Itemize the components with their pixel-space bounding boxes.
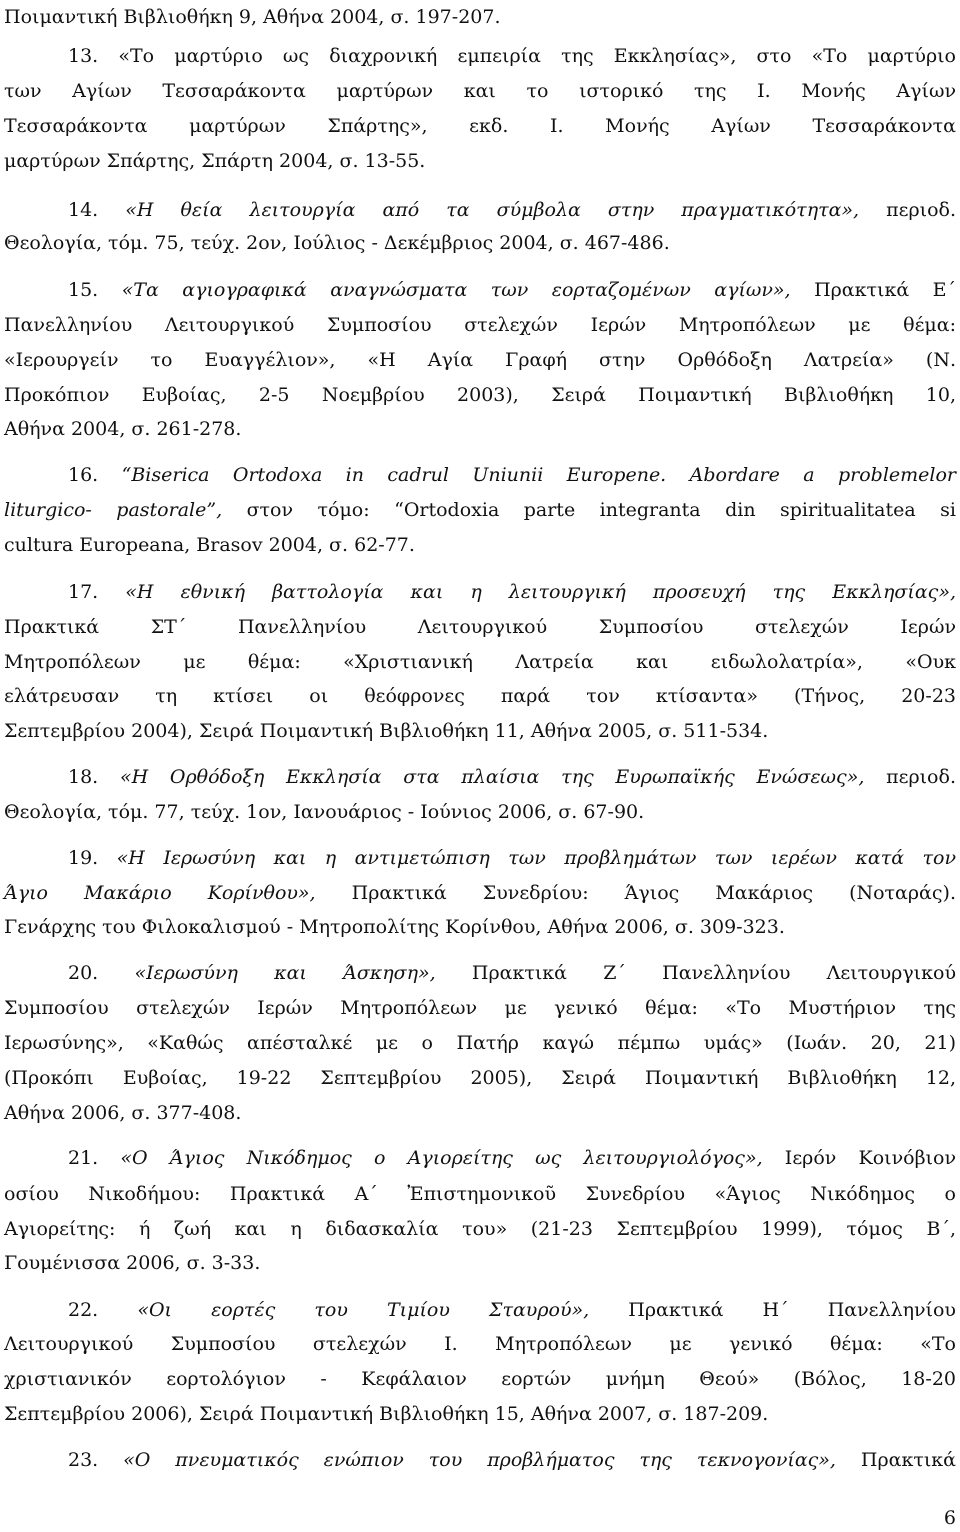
text-run: Θεολογία, τόμ. 77, τεύχ. 1ον, Ιανουάριος - Ιούνιος 2006, σ. 67-90. bbox=[4, 801, 645, 823]
text-line bbox=[68, 843, 956, 873]
text-run: περιοδ. bbox=[859, 199, 956, 221]
text-run: 16. bbox=[68, 464, 122, 486]
text-run: Πρακτικά Ε΄ bbox=[790, 279, 957, 301]
text-run: Μητροπόλεων με θέμα: «Χριστιανική Λατρεία και ειδωλολατρία», «Ουκ bbox=[4, 651, 956, 673]
text-run: Λειτουργικού Συμποσίου στελεχών Ι. Μητροπόλεων με γενικό θέμα: «Το bbox=[4, 1333, 956, 1355]
text-run: στον τόμο: “Ortodoxia parte integranta din spiritualitatea si bbox=[222, 499, 956, 521]
text-run: cultura Europeana, Brasov 2004, σ. 62-77. bbox=[4, 534, 415, 556]
text-run: 20. bbox=[68, 962, 135, 984]
text-line bbox=[4, 76, 956, 106]
text-line bbox=[4, 647, 956, 677]
text-run: Σεπτεμβρίου 2004), Σειρά Ποιμαντική Βιβλιοθήκη 11, Αθήνα 2005, σ. 511-534. bbox=[4, 720, 769, 742]
text-run: 14. bbox=[68, 199, 126, 221]
text-run: 23. bbox=[68, 1449, 124, 1471]
italic-title: Άγιο Μακάριο Κορίνθου», bbox=[4, 882, 316, 904]
text-run: Γενάρχης του Φιλοκαλισμού - Μητροπολίτης Κορίνθου, Αθήνα 2006, σ. 309-323. bbox=[4, 916, 785, 938]
italic-title: «Τα αγιογραφικά αναγνώσματα των εορταζομένων αγίων», bbox=[121, 279, 791, 301]
text-run: οσίου Νικοδήμου: Πρακτικά Α΄ Ἐπιστημονικοῦ Συνεδρίου «Άγιος Νικόδημος ο bbox=[4, 1183, 956, 1205]
text-line bbox=[4, 495, 956, 525]
text-run: Αθήνα 2004, σ. 261-278. bbox=[4, 418, 242, 440]
italic-title: «Ο πνευματικός ενώπιον του προβλήματος της τεκνογονίας», bbox=[123, 1449, 836, 1471]
text-line bbox=[4, 1098, 956, 1128]
italic-title: «Ιερωσύνη και Άσκηση», bbox=[134, 962, 436, 984]
text-line bbox=[4, 1179, 956, 1209]
italic-title: «Η θεία λειτουργία από τα σύμβολα στην πραγματικότητα», bbox=[125, 199, 860, 221]
text-line bbox=[4, 681, 956, 711]
text-run: 21. bbox=[68, 1147, 121, 1169]
text-run: Πρακτικά bbox=[835, 1449, 956, 1471]
text-run: Πανελληνίου Λειτουργικού Συμποσίου στελεχών Ιερών Μητροπόλεων με θέμα: bbox=[4, 314, 956, 336]
text-run: μαρτύρων Σπάρτης, Σπάρτη 2004, σ. 13-55. bbox=[4, 150, 426, 172]
text-run: Πρακτικά ΣΤ΄ Πανελληνίου Λειτουργικού Συμποσίου στελεχών Ιερών bbox=[4, 616, 956, 638]
text-line bbox=[4, 1248, 956, 1278]
text-line bbox=[4, 912, 956, 942]
text-line bbox=[4, 228, 956, 258]
text-line bbox=[4, 111, 956, 141]
text-line bbox=[4, 1028, 956, 1058]
text-run: Αγιορείτης: ή ζωή και η διδασκαλία του» (21-23 Σεπτεμβρίου 1999), τόμος Β΄, bbox=[4, 1218, 956, 1240]
italic-title: “Biserica Ortodoxa in cadrul Uniunii Europene. Abordare a problemelor bbox=[121, 464, 956, 486]
text-line bbox=[68, 41, 956, 71]
text-line bbox=[4, 414, 956, 444]
text-line bbox=[4, 310, 956, 340]
text-run: Συμποσίου στελεχών Ιερών Μητροπόλεων με γενικό θέμα: «Το Μυστήριον της bbox=[4, 997, 956, 1019]
text-line bbox=[4, 612, 956, 642]
text-run: Τεσσαράκοντα μαρτύρων Σπάρτης», εκδ. Ι. Μονής Αγίων Τεσσαράκοντα bbox=[4, 115, 956, 137]
text-run: 13. «Το μαρτύριο ως διαχρονική εμπειρία της Εκκλησίας», στο «Το μαρτύριο bbox=[68, 45, 956, 67]
text-run: 17. bbox=[68, 581, 126, 603]
text-run: Πρακτικά Συνεδρίου: Άγιος Μακάριος (Νοταράς). bbox=[315, 882, 956, 904]
text-line bbox=[68, 275, 956, 305]
text-run: «Ιερουργείν το Ευαγγέλιον», «Η Αγία Γραφή στην Ορθόδοξη Λατρεία» (Ν. bbox=[4, 349, 956, 371]
text-line bbox=[68, 460, 956, 490]
text-line bbox=[4, 1214, 956, 1244]
text-line bbox=[4, 345, 956, 375]
text-line bbox=[4, 797, 956, 827]
text-run: Ιερωσύνης», «Καθώς απέσταλκέ με ο Πατήρ καγώ πέμπω υμάς» (Ιωάν. 20, 21) bbox=[4, 1032, 956, 1054]
text-run: Αθήνα 2006, σ. 377-408. bbox=[4, 1102, 242, 1124]
text-run: 19. bbox=[68, 847, 117, 869]
italic-title: «Η Ιερωσύνη και η αντιμετώπιση των προβλημάτων των ιερέων κατά τον bbox=[116, 847, 956, 869]
text-run: Ποιμαντική Βιβλιοθήκη 9, Αθήνα 2004, σ. 197-207. bbox=[4, 6, 501, 28]
italic-title: «Η εθνική βαττολογία και η λειτουργική προσευχή της Εκκλησίας», bbox=[125, 581, 956, 603]
italic-title: «Οι εορτές του Τιμίου Σταυρού», bbox=[137, 1299, 590, 1321]
text-run: 15. bbox=[68, 279, 122, 301]
text-run: (Προκόπι Ευβοίας, 19-22 Σεπτεμβρίου 2005), Σειρά Ποιμαντική Βιβλιοθήκη 12, bbox=[4, 1067, 956, 1089]
text-run: 22. bbox=[68, 1299, 138, 1321]
text-line bbox=[68, 1295, 956, 1325]
italic-title: «Ο Άγιος Νικόδημος ο Αγιορείτης ως λειτουργιολόγος», bbox=[120, 1147, 763, 1169]
text-run: περιοδ. bbox=[864, 766, 956, 788]
text-line bbox=[4, 878, 956, 908]
text-line bbox=[68, 577, 956, 607]
text-run: των Αγίων Τεσσαράκοντα μαρτύρων και το ιστορικό της Ι. Μονής Αγίων bbox=[4, 80, 956, 102]
text-line bbox=[68, 195, 956, 225]
italic-title: «Η Ορθόδοξη Εκκλησία στα πλαίσια της Ευρωπαϊκής Ενώσεως», bbox=[119, 766, 865, 788]
text-line bbox=[4, 146, 956, 176]
text-run: Ιερόν Κοινόβιον bbox=[762, 1147, 956, 1169]
text-line bbox=[68, 958, 956, 988]
text-run: Θεολογία, τόμ. 75, τεύχ. 2ον, Ιούλιος - Δεκέμβριος 2004, σ. 467-486. bbox=[4, 232, 670, 254]
italic-title: liturgico- pastorale”, bbox=[4, 499, 223, 521]
text-line bbox=[4, 1329, 956, 1359]
text-line bbox=[68, 762, 956, 792]
text-line bbox=[4, 716, 956, 746]
text-run: Πρακτικά Ζ΄ Πανελληνίου Λειτουργικού bbox=[435, 962, 956, 984]
text-line bbox=[4, 1364, 956, 1394]
text-run: Γουμένισσα 2006, σ. 3-33. bbox=[4, 1252, 261, 1274]
text-run: Πρακτικά Η΄ Πανελληνίου bbox=[589, 1299, 956, 1321]
text-line bbox=[4, 993, 956, 1023]
text-line bbox=[4, 530, 956, 560]
text-run: ελάτρευσαν τη κτίσει οι θεόφρονες παρά τον κτίσαντα» (Τήνος, 20-23 bbox=[4, 685, 956, 707]
text-line bbox=[4, 1399, 956, 1429]
text-line bbox=[68, 1445, 956, 1475]
text-run: Σεπτεμβρίου 2006), Σειρά Ποιμαντική Βιβλιοθήκη 15, Αθήνα 2007, σ. 187-209. bbox=[4, 1403, 769, 1425]
text-line bbox=[4, 1063, 956, 1093]
text-line bbox=[4, 380, 956, 410]
text-line bbox=[4, 2, 956, 32]
page-number: 6 bbox=[943, 1507, 956, 1529]
text-run: χριστιανικόν εορτολόγιον - Κεφάλαιον εορτών μνήμη Θεού» (Βόλος, 18-20 bbox=[4, 1368, 956, 1390]
text-run: 18. bbox=[68, 766, 120, 788]
text-line bbox=[68, 1143, 956, 1173]
text-run: Προκόπιον Ευβοίας, 2-5 Νοεμβρίου 2003), Σειρά Ποιμαντική Βιβλιοθήκη 10, bbox=[4, 384, 956, 406]
